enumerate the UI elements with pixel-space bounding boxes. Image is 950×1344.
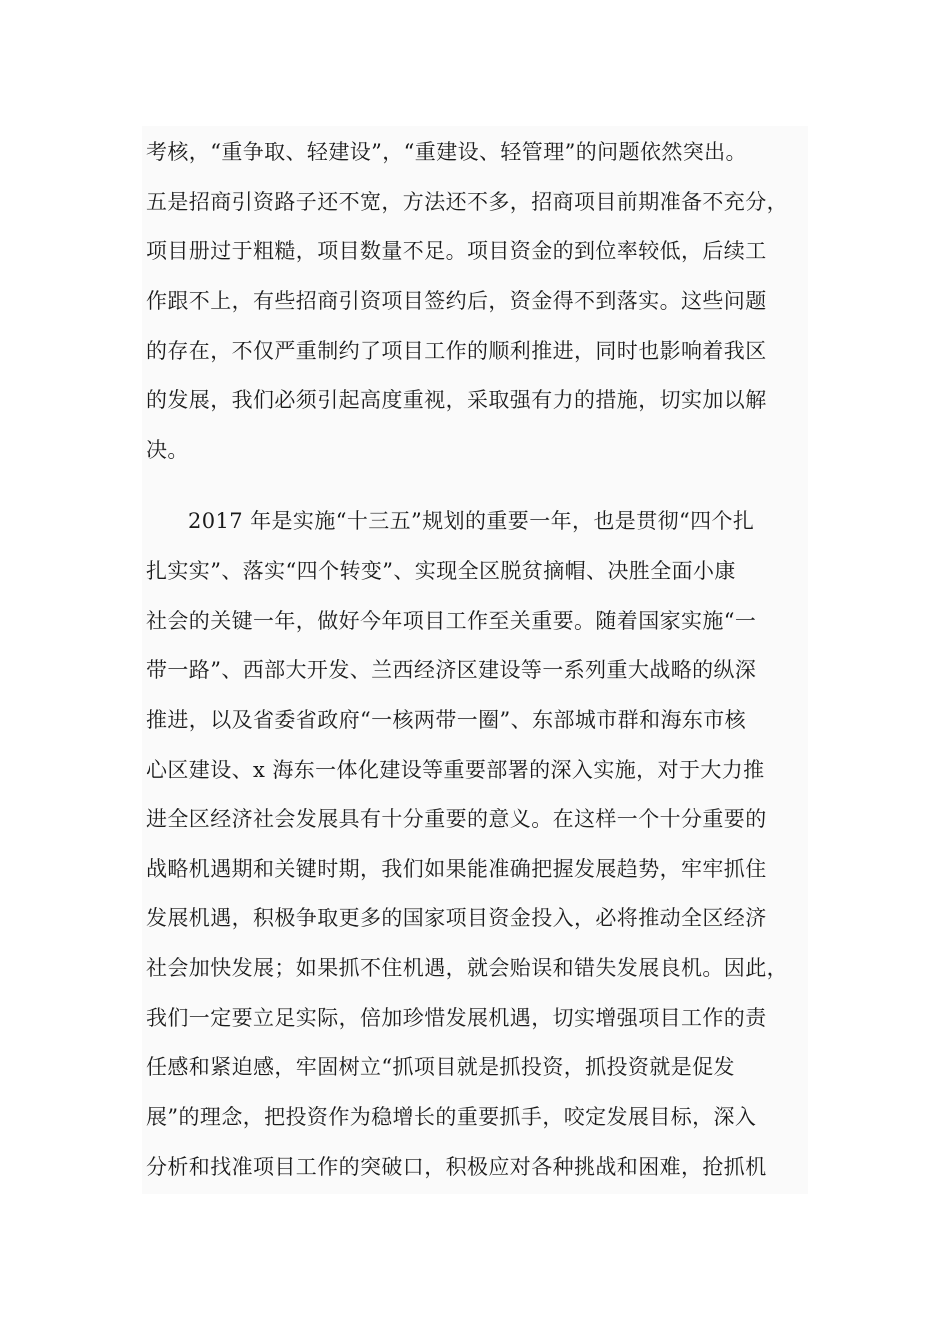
paragraph-line: 决。 [146,438,189,462]
paragraph-line: 进全区经济社会发展具有十分重要的意义。在这样一个十分重要的 [146,807,767,831]
paragraph-line: 的存在，不仅严重制约了项目工作的顺利推进，同时也影响着我区 [146,339,767,363]
paragraph-line: 任感和紧迫感，牢固树立“抓项目就是抓投资，抓投资就是促发 [146,1055,735,1079]
paragraph-line: 作跟不上，有些招商引资项目签约后，资金得不到落实。这些问题 [146,289,767,313]
paragraph-line: 推进，以及省委省政府“一核两带一圈”、东部城市群和海东市核 [146,708,747,732]
paragraph-line-indented: 2017 年是实施“十三五”规划的重要一年，也是贯彻“四个扎 [188,509,755,533]
paragraph-line: 分析和找准项目工作的突破口，积极应对各种挑战和困难，抢抓机 [146,1155,767,1179]
paragraph-line: 五是招商引资路子还不宽，方法还不多，招商项目前期准备不充分， [146,190,788,214]
paragraph-line: 心区建设、x 海东一体化建设等重要部署的深入实施，对于大力推 [146,758,765,782]
paragraph-line: 我们一定要立足实际，倍加珍惜发展机遇，切实增强项目工作的责 [146,1006,767,1030]
paragraph-line: 考核，“重争取、轻建设”，“重建设、轻管理”的问题依然突出。 [146,140,747,164]
paragraph-line: 展”的理念，把投资作为稳增长的重要抓手，咬定发展目标，深入 [146,1105,757,1129]
paragraph-line: 带一路”、西部大开发、兰西经济区建设等一系列重大战略的纵深 [146,658,757,682]
paragraph-line: 扎实实”、落实“四个转变”、实现全区脱贫摘帽、决胜全面小康 [146,559,736,583]
paragraph-line: 社会加快发展；如果抓不住机遇，就会贻误和错失发展良机。因此， [146,956,788,980]
paragraph-line: 的发展，我们必须引起高度重视，采取强有力的措施，切实加以解 [146,388,767,412]
paragraph-line: 项目册过于粗糙，项目数量不足。项目资金的到位率较低，后续工 [146,239,767,263]
paragraph-line: 发展机遇，积极争取更多的国家项目资金投入，必将推动全区经济 [146,906,767,930]
paragraph-line: 社会的关键一年，做好今年项目工作至关重要。随着国家实施“一 [146,609,757,633]
paragraph-line: 战略机遇期和关键时期，我们如果能准确把握发展趋势，牢牢抓住 [146,857,767,881]
